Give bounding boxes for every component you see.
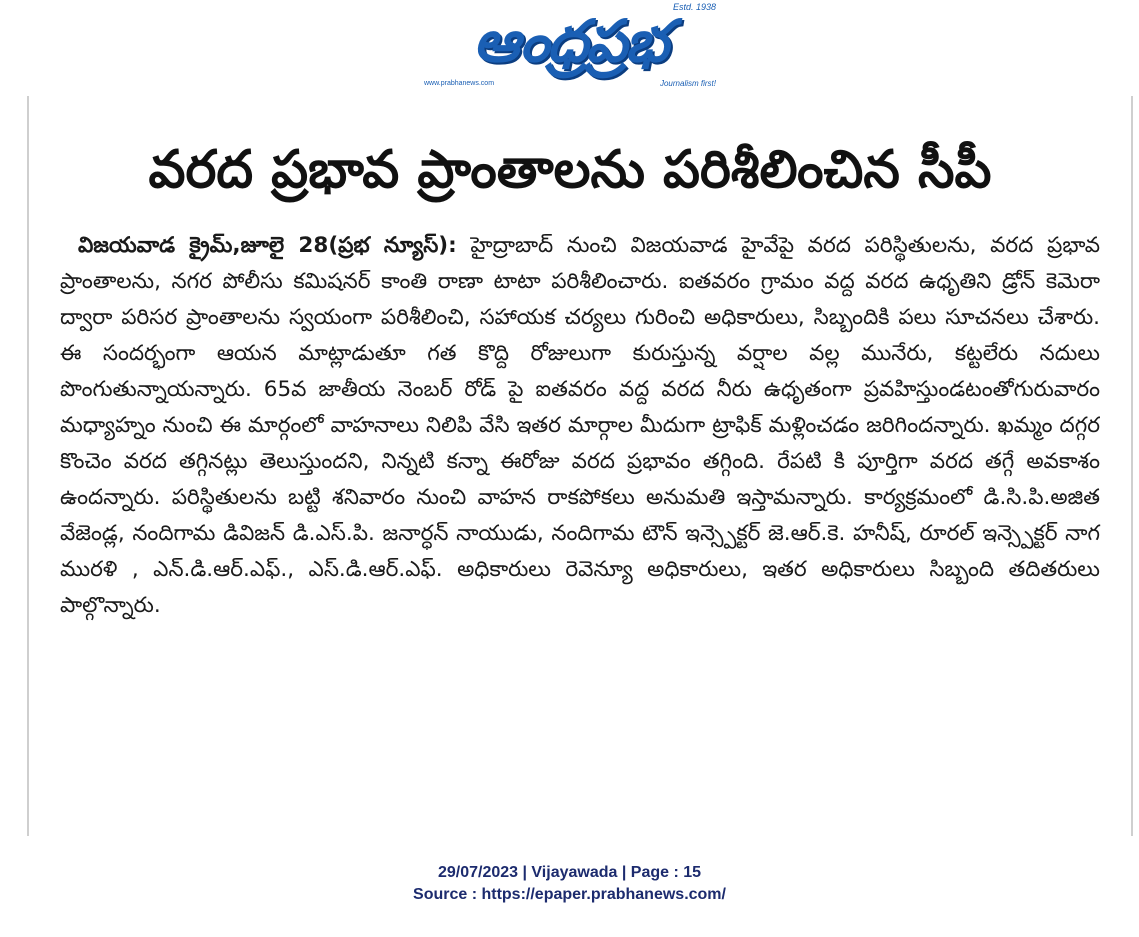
established-year: Estd. 1938 xyxy=(672,2,716,12)
footer-source: Source : https://epaper.prabhanews.com/ xyxy=(413,886,726,903)
article-headline: వరద ప్రభావ ప్రాంతాలను పరిశీలించిన సీపీ xyxy=(148,140,992,200)
article-body xyxy=(60,228,1100,624)
left-border-rule xyxy=(27,96,29,836)
page-footer xyxy=(0,862,1139,906)
masthead xyxy=(420,2,720,92)
newspaper-logo: ఆంధ్రప్రభ xyxy=(473,7,667,75)
right-border-rule xyxy=(1131,96,1133,836)
footer-date-edition: 29/07/2023 | Vijayawada | Page : 15 xyxy=(437,864,702,881)
article-text: హైద్రాబాద్ నుంచి విజయవాడ హైవేపై వరద పరిస్థితులను, వరద ప్రభావ ప్రాంతాలను, నగర పోలీసు కమిషనర్ కాంతి రాణా టాటా పరిశీలించారు. ఐతవరం గ్రామం వద్ద వరద ఉధృతిని డ్రోన్ కెమెరా ద్వారా పరిసర ప్రాంతాలను స్వయంగా పరిశీలించి, సహాయక చర్యలు గురించి అధికారులు, సిబ్బందికి పలు సూచనలు చేశారు. ఈ సందర్భంగా ఆయన మాట్లాడుతూ గత కొద్ది రోజులుగా కురుస్తున్న వర్షాల వల్ల మునేరు, కట్టలేరు నదులు పొంగుతున్నాయన్నారు. 65వ జాతీయ నెంబర్ రోడ్ పై ఐతవరం వద్ద వరద నీరు ఉధృతంగా ప్రవహిస్తుండటంతోగురువారం మధ్యాహ్నం నుంచి ఈ మార్గంలో వాహనాలు నిలిపి వేసి ఇతర మార్గాల మీదుగా ట్రాఫిక్ మళ్లించడం జరిగిందన్నారు. ఖమ్మం దగ్గర కొంచెం వరద తగ్గినట్లు తెలుస్తుందని, నిన్నటి కన్నా ఈరోజు వరద ప్రభావం తగ్గింది. రేపటి కి పూర్తిగా వరద తగ్గే అవకాశం ఉందన్నారు. పరిస్థితులను బట్టి శనివారం నుంచి వాహన రాకపోకలు అనుమతి ఇస్తామన్నారు. కార్యక్రమంలో డి.సి.పి.అజిత వేజెండ్ల, నందిగామ డివిజన్ డి.ఎస్.పి. జనార్ధన్ నాయుడు, నందిగామ టౌన్ ఇన్స్పెక్టర్ జె.ఆర్.కె. హనీష్, రూరల్ ఇన్స్పెక్టర్ నాగ మురళి , ఎన్.డి.ఆర్.ఎఫ్., ఎస్.డి.ఆర్.ఎఫ్. అధికారులు రెవెన్యూ అధికారులు, ఇతర అధికారులు సిబ్బంది తదితరులు పాల్గొన్నారు. xyxy=(60,233,1100,618)
website-label: www.prabhanews.com xyxy=(424,80,495,87)
article-dateline: విజయవాడ క్రైమ్,జూలై 28(ప్రభ న్యూస్): xyxy=(78,233,457,258)
tagline: Journalism first! xyxy=(659,79,716,88)
